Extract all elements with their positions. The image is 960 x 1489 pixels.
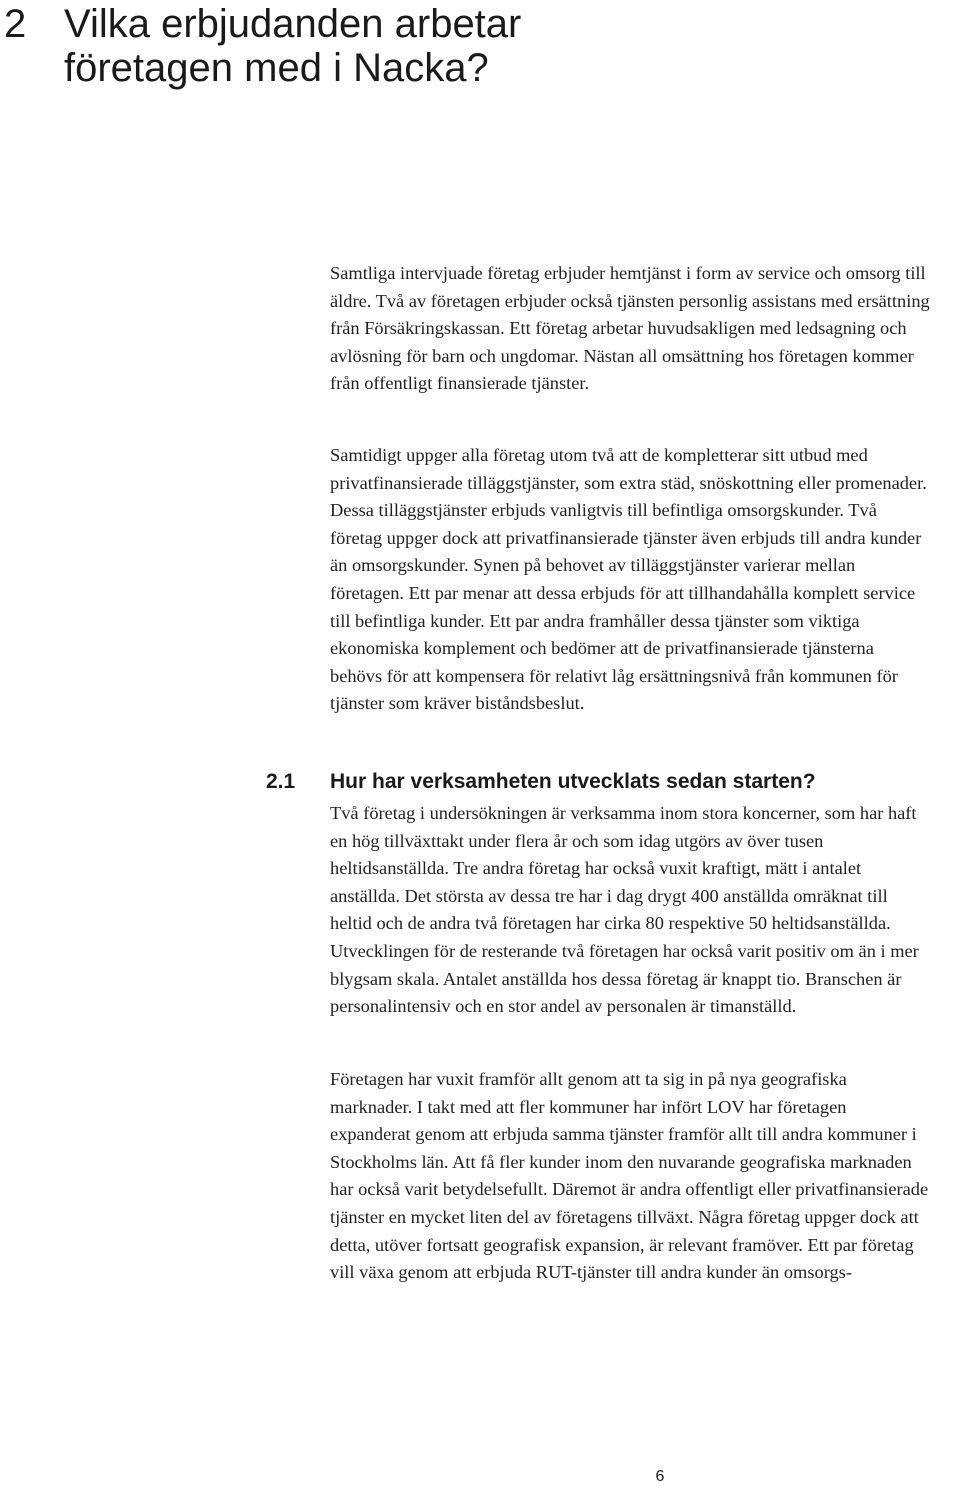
paragraph-text: Samtidigt uppger alla företag utom två att de kompletterar sitt utbud med privatfinansierade tilläggstjänster, som extra städ, snöskottning eller promenader. Dessa tilläggstjänster erbjuds vanligtvis till befintliga omsorgskunder. Två företag uppger dock att privatfinansierade tjänster även erbjuds till andra kunder än omsorgskunder. Synen på behovet av tilläggstjänster varierar mellan företagen. Ett par menar att dessa erbjuds för att tillhandahålla komplett service till befintliga kunder. Ett par andra framhåller dessa tjänster som viktiga ekonomiska komplement och bedömer att de privatfinansierade tjänsterna behövs för att kompensera för relativt låg ersättningsnivå från kommunen för tjänster som kräver biståndsbeslut. (330, 445, 927, 714)
paragraph-text: Två företag i undersökningen är verksamma inom stora koncerner, som har haft en hög tillväxttakt under flera år och som idag utgörs av över tusen heltidsanställda. Tre andra företag har också vuxit kraftigt, mätt i antalet anställda. Det största av dessa tre har i dag drygt 400 anställda omräknat till heltid och de andra två företagen har cirka 80 respektive 50 heltidsanställda. Utvecklingen för de resterande två företagen har också varit positiv om än i mer blygsam skala. Antalet anställda hos dessa företag är knappt tio. Branschen är personalintensiv och en stor andel av personalen är timanställd. (330, 803, 919, 1017)
chapter-number: 2 (4, 2, 27, 46)
paragraph-text: Samtliga intervjuade företag erbjuder hemtjänst i form av service och omsorg till äldre. Två av företagen erbjuder också tjänsten personlig assistans med ersättning från Försäkringskassan. Ett företag arbetar huvudsakligen med ledsagning och avlösning för barn och ungdomar. Nästan all omsättning hos företagen kommer från offentligt finansierade tjänster. (330, 263, 930, 394)
intro-paragraph-1 (330, 260, 930, 398)
section-number: 2.1 (266, 770, 296, 793)
chapter-title: Vilka erbjudanden arbetar företagen med i Nacka? (64, 2, 522, 90)
page-number: 6 (655, 1468, 665, 1485)
paragraph-text: Företagen har vuxit framför allt genom att ta sig in på nya geografiska marknader. I takt med att fler kommuner har infört LOV har företagen expanderat genom att erbjuda samma tjänster framför allt till andra kommuner i Stockholms län. Att få fler kunder inom den nuvarande geografiska marknaden har också varit betydelsefullt. Däremot är andra offentligt eller privatfinansierade tjänster en mycket liten del av företagens tillväxt. Några företag uppger dock att detta, utöver fortsatt geografisk expansion, är relevant framöver. Ett par företag vill växa genom att erbjuda RUT-tjänster till andra kunder än omsorgs- (330, 1069, 929, 1283)
section-paragraph-1 (330, 800, 930, 1021)
section-title: Hur har verksamheten utvecklats sedan starten? (330, 770, 816, 793)
section-paragraph-2 (330, 1066, 930, 1287)
intro-paragraph-2 (330, 442, 930, 718)
